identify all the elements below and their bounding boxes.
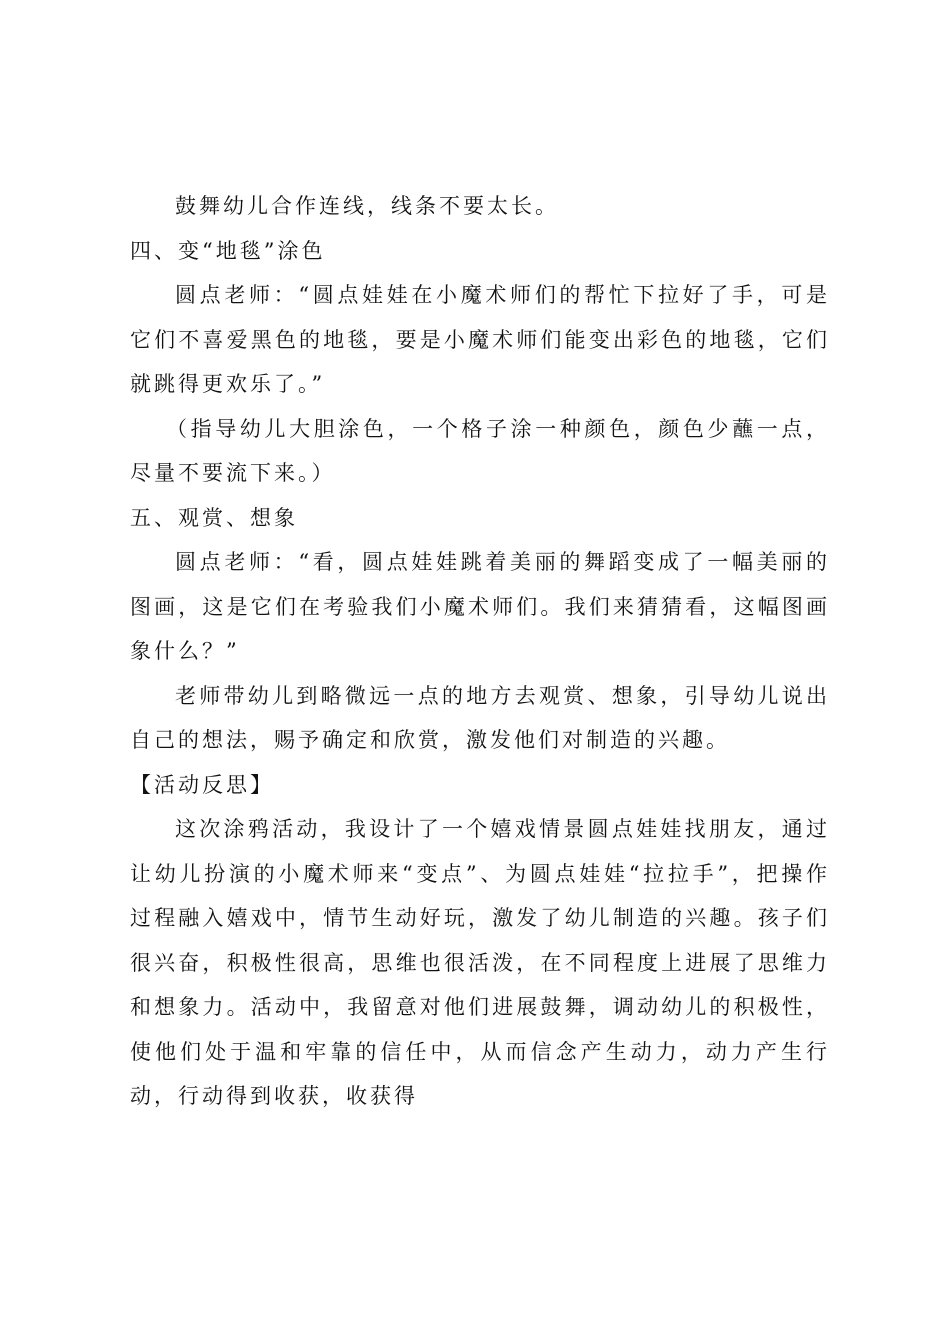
section-heading-reflection: 【活动反思】 bbox=[130, 772, 274, 797]
section-heading-5: 五、观赏、想象 bbox=[130, 505, 298, 530]
paragraph-teacher-carpet: 圆点老师：“圆点娃娃在小魔术师们的帮忙下拉好了手，可是它们不喜爱黑色的地毯，要是小魔术师们能变出彩色的地毯，它们就跳得更欢乐了。” bbox=[130, 283, 830, 396]
paragraph-teacher-picture: 圆点老师：“看，圆点娃娃跳着美丽的舞蹈变成了一幅美丽的图画，这是它们在考验我们小魔术师们。我们来猜猜看，这幅图画象什么？” bbox=[130, 550, 830, 663]
paragraph-encourage-linking: 鼓舞幼儿合作连线，线条不要太长。 bbox=[175, 194, 559, 218]
paragraph-reflection: 这次涂鸦活动，我设计了一个嬉戏情景圆点娃娃找朋友，通过让幼儿扮演的小魔术师来“变点”、为圆点娃娃“拉拉手”，把操作过程融入嬉戏中，情节生动好玩，激发了幼儿制造的兴趣。孩子们很兴奋，积极性很高，思维也很活泼，在不同程度上进展了思维力和想象力。活动中，我留意对他们进展鼓舞，调动幼儿的积极性，使他们处于温和牢靠的信任中，从而信念产生动力，动力产生行动，行动得到收获，收获得 bbox=[130, 817, 830, 1108]
document-body bbox=[130, 184, 830, 1119]
paragraph-viewing-imagining: 老师带幼儿到略微远一点的地方去观赏、想象，引导幼儿说出自己的想法，赐予确定和欣赏，激发他们对制造的兴趣。 bbox=[130, 683, 830, 752]
section-heading-4: 四、变“地毯”涂色 bbox=[130, 238, 326, 263]
paragraph-coloring-guidance: （指导幼儿大胆涂色，一个格子涂一种颜色，颜色少蘸一点，尽量不要流下来。） bbox=[130, 416, 830, 485]
